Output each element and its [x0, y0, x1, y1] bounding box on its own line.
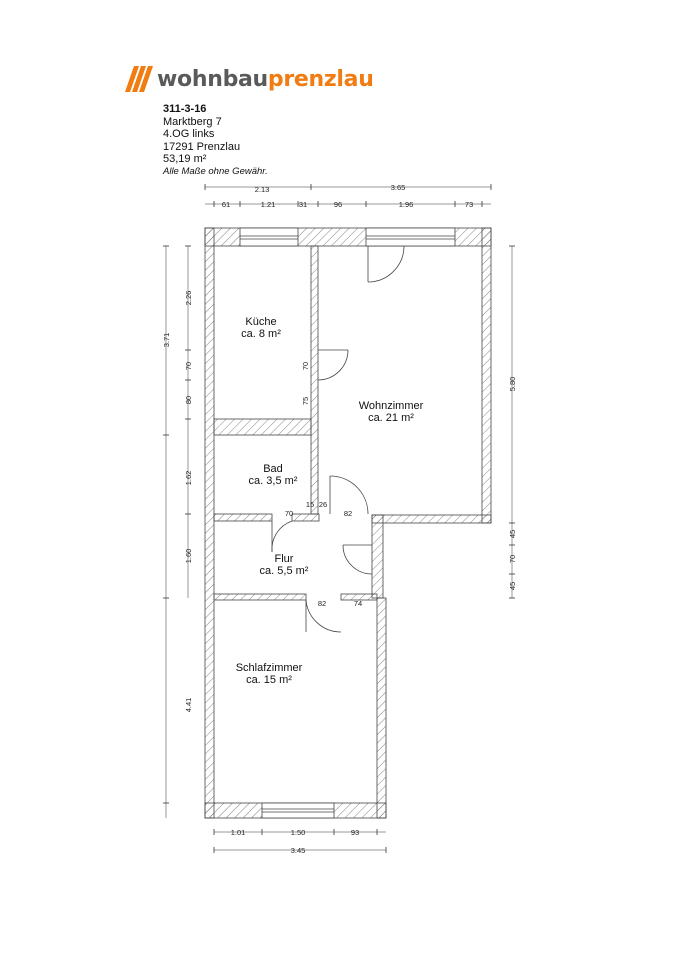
dim-int-kueche-wall: 75 — [301, 396, 310, 406]
dim-int-door-kueche: 70 — [301, 361, 310, 371]
dim-top-1: 2.13 — [254, 185, 270, 194]
room-kueche-area: ca. 8 m² — [241, 328, 281, 340]
room-flur-name: Flur — [274, 553, 294, 565]
room-schlafzimmer-name: Schlafzimmer — [235, 662, 303, 674]
dim-bottom-overall: 3.45 — [290, 846, 306, 855]
dim-top-d1: 61 — [221, 200, 231, 209]
unit-id: 311-3-16 — [163, 103, 207, 115]
room-wohnzimmer-name: Wohnzimmer — [358, 400, 424, 412]
dim-int-82a: 82 — [343, 509, 353, 518]
brand-name: wohnbauprenzlau — [157, 66, 374, 92]
dim-int-70: 70 — [284, 509, 294, 518]
dim-top-d4: 96 — [333, 200, 343, 209]
dim-int-82b: 82 — [317, 599, 327, 608]
dim-left-inner-2: 70 — [184, 361, 193, 371]
dim-left-3: 4.41 — [184, 697, 193, 713]
dim-right-1: 5.80 — [508, 376, 517, 392]
dim-top-2: 3.65 — [390, 183, 406, 192]
dim-int-26: 26 — [318, 500, 328, 509]
unit-city: 17291 Prenzlau — [163, 140, 241, 153]
dim-bottom-d2: 1.50 — [290, 828, 306, 837]
room-bad-area: ca. 3,5 m² — [248, 475, 298, 487]
dim-right-2: 45 — [508, 529, 517, 539]
room-bad-name: Bad — [263, 463, 283, 475]
unit-disclaimer: Alle Maße ohne Gewähr. — [163, 165, 268, 177]
unit-street: Marktberg 7 — [163, 115, 222, 128]
unit-floor: 4.OG links — [163, 128, 215, 140]
dim-right-4: 45 — [508, 581, 517, 591]
room-wohnzimmer-area: ca. 21 m² — [368, 412, 414, 424]
dim-left-inner-1: 2.26 — [184, 290, 193, 306]
room-schlafzimmer-area: ca. 15 m² — [246, 674, 292, 686]
dim-top-d3: 31 — [298, 200, 308, 209]
room-flur-area: ca. 5,5 m² — [259, 565, 309, 577]
unit-area: 53,19 m² — [163, 153, 207, 165]
dim-left-inner-3: 80 — [184, 395, 193, 405]
dim-top-d2: 1.21 — [260, 200, 276, 209]
dim-bottom-d3: 93 — [350, 828, 360, 837]
dim-left-2: 1.60 — [184, 548, 193, 564]
dim-left-inner-4: 1.62 — [184, 470, 193, 486]
dim-int-74: 74 — [353, 599, 363, 608]
dim-int-15: 15 — [305, 500, 315, 509]
dim-top-d5: 1.96 — [398, 200, 414, 209]
dim-bottom-d1: 1.01 — [230, 828, 246, 837]
dim-top-d6: 73 — [464, 200, 474, 209]
dim-right-3: 70 — [508, 554, 517, 564]
room-kueche-name: Küche — [245, 316, 277, 328]
dim-left-1: 3.71 — [162, 332, 171, 348]
